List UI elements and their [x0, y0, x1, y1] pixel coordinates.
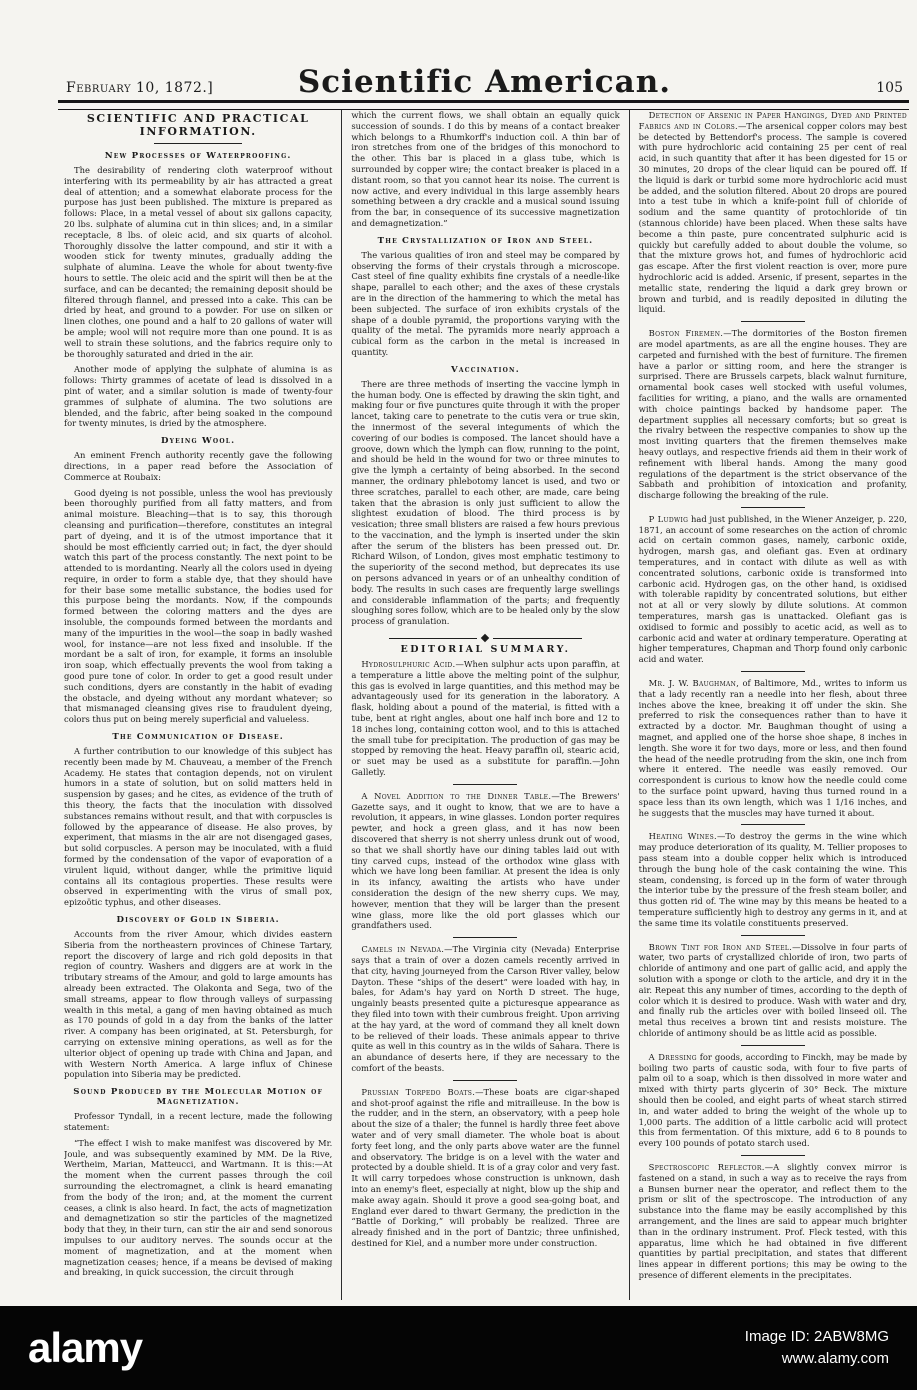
- divider-rule: [741, 671, 805, 672]
- divider-rule: [741, 507, 805, 508]
- section-heading: Dyeing Wool.: [160, 436, 236, 447]
- masthead-title: Scientific American.: [297, 64, 672, 100]
- item-text: —Dissolve in four parts of water, two parts of crystallized chloride of iron, two parts of chloride of antimony and one part of gallic acid, and apply the solution with a sponge or cloth to the article, and dry it in the air. Repeat this any number of times, according to the depth of color which it is desired to produce. Wash with water and dry, and finally rub the articles over with boiled linseed oil. The metal thus receives a brown tint and resists moisture. The chloride of antimony should be as little acid as possible.: [638, 941, 907, 1038]
- ornament-line: [493, 638, 582, 639]
- ornament-line: [389, 638, 478, 639]
- editorial-item: [639, 1052, 907, 1149]
- section-heading: Discovery of Gold in Siberia.: [116, 915, 280, 925]
- column-title: SCIENTIFIC AND PRACTICAL INFORMATION.: [86, 112, 310, 138]
- header-double-rule: [58, 100, 909, 110]
- item-text: —To destroy the germs in the wine which may produce deterioration of its quality, M. Tellier proposes to pass steam into a double copper helix which is introduced through the bung hole of the cask containing the wine. This steam, condensing, is forced up in the form of water through the interior tube by the pressure of the fresh steam boiler, and thus gotten rid of. The wine may by this means be heated to a temperature sufficiently high to destroy any germs in it, and at the same time its volatile constituents preserved.: [638, 831, 907, 928]
- divider-rule: [741, 321, 805, 322]
- item-text: for goods, according to Finckh, may be made by boiling two parts of caustic soda, with four to five parts of palm oil to a soap, which is then dissolved in more water and mixed with thirty parts glycerin of 30° Beck. The mixture should then be cooled, and eight parts of wheat starch stirred in, and water added to bring the weight of the whole up to 1,000 parts. The addition of a little carbolic acid will protect this from fermentation. Of this mixture, add 6 to 8 pounds to every 100 pounds of potato starch used.: [638, 1051, 907, 1149]
- item-text: —The arsenical copper colors may best be detected by Bettendorf's process. The sample is covered with pure hydrochloric acid containing 25 per cent of real acid, in such quantity that after it has been digested for 15 or 30 minutes, 20 drops of the clear liquid can be poured off. If the liquid is dark or turbid some more hydrochloric acid must be added, and the solution filtered. About 20 drops are poured into a test tube in which a knife-point full of chloride of sodium and the same quantity of protochloride of tin (stannous chloride) have been placed. When these salts have become a thin paste, pure concentrated sulphuric acid is quickly but carefully added to about double the volume, so that the mixture grows hot, and fumes of hydrochloric acid gas escape. After the first violent reaction is over, more pure hydrochloric acid is added. Arsenic, if present, separtes in the metallic state, rendering the liquid a dark grey brown or brown and turbid, and is readily deposited in diluting the liquid.: [638, 120, 907, 315]
- image-id: Image ID: 2ABW8MG: [744, 1328, 889, 1345]
- section-heading: Vaccination.: [451, 364, 520, 375]
- paragraph: Professor Tyndall, in a recent lecture, made the following statement:: [64, 1111, 333, 1132]
- item-text: —These boats are cigar-shaped and shot-proof against the rifle and mitrailleuse. In the bow is the rudder, and in the stern, an observatory, with a peep hole about the size of a thaler; the funnel is hardly three feet above water and of very small diameter. The whole boat is about forty feet long, and the only parts above water are the funnel and observatory. The bridge is on a level with the water and protected by a double shield. It is of a gray color and very fast. It will carry torpedoes whose construction is unknown, dash into an enemy's fleet, especially at night, blow up the ship and make away again. Should it prove a good sea-going boat, and England ever dared to thwart Germany, the prediction in the “Battle of Dorking,” will probably be realized. Three are already finished and in the port of Dantzic; three unfinished, destined for Kiel, and a number more under construction.: [351, 1086, 620, 1248]
- item-text: had just published, in the Wiener Anzeiger, p. 220, 1871, an account of some researches on the action of chromic acid on certain common gases, namely, carbonic oxide, hydrogen, marsh gas, and olefiant gas. Even at ordinary temperatures, and in contact with dilute as well as with concentrated solutions, carbonic oxide is transformed into carbonic acid. Hydrogen gas, on the other hand, is oxidised with tolerable rapidity by concentrated solutions, but either not at all or very slowly by dilute solutions. At common temperatures, marsh gas is unattacked. Olefiant gas is oxidised to formic and possibly to acetic acid, as well as to carbonic acid and water at ordinary temperature. Operating at higher temperatures, Chapman and Thorp found only carbonic acid and water.: [638, 513, 907, 665]
- item-lead: Hydrosulphuric Acid.: [361, 659, 456, 670]
- editorial-item: [639, 942, 907, 1039]
- diamond-ornament: [481, 634, 489, 642]
- editorial-item: [639, 514, 907, 665]
- editorial-item: [639, 678, 907, 818]
- page-header: [64, 50, 905, 98]
- editorial-item: [351, 791, 619, 931]
- editorial-item: [351, 659, 619, 778]
- section-heading: New Processes of Waterproofing.: [104, 151, 292, 161]
- item-lead: P Ludwig: [648, 513, 689, 524]
- item-lead: Boston Firemen.: [648, 328, 724, 339]
- editorial-item: [639, 110, 907, 315]
- divider-rule: [453, 784, 517, 785]
- item-text: —A slightly convex mirror is fastened on a stand, in such a way as to receive the rays from a Bunsen burner near the operator, and reflect them to the prism or slit of the spectroscope. The introduction of any substance into the flame may be easily accomplished by this arrangement, and the lines are said to appear much brighter than in the ordinary instrument. Prof. Fleck tested, with this apparatus, lime which he had obtained in five different quantities by partial precipitation, and states that different lines appear in different portions; this may be owing to the presence of different elements in the precipitates.: [638, 1161, 907, 1280]
- editorial-item: [351, 1087, 619, 1249]
- paragraph: There are three methods of inserting the vaccine lymph in the human body. One is effected by drawing the skin tight, and making four or five punctures quite through it with the proper lancet, taking care to penetrate to the cutis vera or true skin, the innermost of the several integuments of which the covering of our bodies is composed. The lancet should have a groove, down which the lymph can flow, running to the point, and should be held in the wound for two or three minutes to give the lymph a certainty of being absorbed. In the second manner, the ordinary phlebotomy lancet is used, and two or three scratches, parallel to each other, are made, care being taken that the abrasion is only just sufficient to allow the slightest exudation of blood. The third process is by vesication; three small blisters are raised a few hours previous to the vaccination, and the lymph is inserted under the skin after the serum of the blisters has been pressed out. Dr. Richard Wilson, of London, gives most emphatic testimony to the superiority of the second method, but deprecates its use on persons advanced in years or of an unhealthy condition of body. The results in such cases are frequently large swellings and considerable inflammation of the parts; and frequently sloughing sores follow, which are to be healed only by the slow process of granulation.: [351, 378, 620, 627]
- item-lead: Camels in Nevada.: [361, 944, 445, 955]
- paragraph: “The effect I wish to make manifest was discovered by Mr. Joule, and was subsequently examined by MM. De la Rive, Wertheim, Marian, Matteucci, and Wartmann. It is this:—At the moment when the current passes through the coil surrounding the electromagnet, a clink is heard emanating from the body of the iron; and, at the moment the current ceases, a clink is also heard. In fact, the acts of magnetization and demagnetization so stir the particles of the magnetized body that they, in their turn, can stir the air and send sonorous impulses to our auditory nerves. The sounds occur at the moment of magnetization, and at the moment when magnetization ceases; hence, if a means be devised of making and breaking, in quick succession, the circuit through: [64, 1137, 333, 1278]
- editorial-item: [639, 1162, 907, 1281]
- paragraph: which the current flows, we shall obtain an equally quick succession of sounds. I do this by means of a contact breaker which belongs to a Rhumkorff's induction coil. A thin bar of iron stretches from one of the bridges of this monochord to the other. This bar is placed in a glass tube, which is surrounded by copper wire; the contact breaker is placed in a distant room, so that you cannot hear its noise. The current is now active, and every individual in this large assembly hears something between a dry crackle and a musical sound issuing from the bar, in consequence of its successive magnetization and demagnetization.”: [351, 110, 620, 228]
- item-lead: Brown Tint for Iron and Steel.: [648, 941, 793, 952]
- right-column: [630, 110, 907, 1300]
- item-text: —The Virginia city (Nevada) Enterprise says that a train of over a dozen camels recently arrived in that city, having journeyed from the Carson River valley, below Dayton. These “ships of the desert” were loaded with hay, in bales, for Adam's hay yard on North D street. The huge, ungainly beasts presented quite a picturesque appearance as they filed into town with their cumbrous freight. Upon arriving at the hay yard, at the word of command they all knelt down to be relieved of their loads. These animals appear to thrive quite as well in this country as in the wilds of Sahara. There is an abundance of deserts here, if they are necessary to the comfort of the beasts.: [351, 944, 620, 1073]
- divider-rule: [453, 937, 517, 938]
- watermark-meta: [745, 1326, 889, 1370]
- section-heading: EDITORIAL SUMMARY.: [400, 644, 571, 656]
- item-lead: Prussian Torpedo Boats.: [361, 1086, 476, 1097]
- page-number: 105: [876, 80, 903, 96]
- item-lead: Spectroscopic Reflector.: [648, 1161, 765, 1172]
- paragraph: Another mode of applying the sulphate of alumina is as follows: Thirty grammes of acetate of lead is dissolved in a pint of water, and a similar solution is made of twenty-four grammes of sulphate of alumina. The two solutions are blended, and the fabric, after being soaked in the compound for twenty minutes, is dried by the atmosphere.: [64, 364, 333, 429]
- item-text: —The Brewers' Gazette says, and it ought to know, that we are to have a revolution, it appears, in wine glasses. London porter requires pewter, and hock a green glass, and it has now been discovered that sherry is not sherry unless drunk out of wood, so that we shall shortly have our dining tables laid out with tiny carved cups, instead of the orthodox wine glass with which we have long been familiar. At present the idea is only in its infancy, awaiting the artists who have under consideration the design of the new sherry cups. We may, however, mention that they will be larger than the present wine glass, more like the old port glasses which our grandfathers used.: [351, 790, 620, 931]
- item-lead: A Dressing: [648, 1051, 697, 1062]
- paragraph: An eminent French authority recently gave the following directions, in a paper read before the Association of Commerce at Roubaix:: [64, 450, 333, 482]
- divider-rule: [741, 1045, 805, 1046]
- ornament-divider: [389, 635, 582, 641]
- item-text: —When sulphur acts upon paraffin, at a temperature a little above the melting point of the sulphur, this gas is evolved in large quantities, and this method may be advantageously used for its generation in the laboratory. A flask, holding about a pound of the material, is fitted with a tube, bent at right angles, about one half inch bore and 12 to 18 inches long, containing cotton wool, and to this is attached the small tube for precipitation. The production of gas may be stopped by removing the heat. Heavy paraffin oil, stearic acid, or suet may be used as a substitute for paraffin.—John Galletly.: [351, 659, 620, 778]
- editorial-item: [351, 944, 619, 1074]
- divider-rule: [154, 143, 242, 144]
- section-heading: The Communication of Disease.: [112, 732, 284, 743]
- paragraph: Accounts from the river Amour, which divides eastern Siberia from the northeastern provinces of Chinese Tartary, report the discovery of large and rich gold deposits in that region of country. Washers and diggers are at work in the tributary streams of the Amour, and gold to large amounts has already been extracted. The Olakonta and Sega, two of the small streams, appear to flow through valleys of surpassing wealth in this metal, a gang of men having obtained as much as 170 pounds of gold in a day from the banks of the latter river. A company has been originated, at St. Petersburgh, for carrying on extensive mining operations, as well as for the ulterior object of opening up trade with China and Japan, and with Western North America. A large influx of Chinese population into Siberia may be predicted.: [64, 929, 333, 1080]
- editorial-item: [639, 831, 907, 928]
- item-text: of Baltimore, Md., writes to inform us that a lady recently ran a needle into her flesh, about three inches above the knee, breaking it off under the skin. She preferred to risk the consequences rather than to have it extracted by a doctor. Mr. Baughman thought of using a magnet, and applied one of the horse shoe shape, 8 inches in length. She wore it for two days, more or less, and then found the head of the needle protruding from the skin, one inch from where it entered. The needle was easily removed. Our correspondent is curious to know how the needle could come to the surface point upward, having thus turned round in a space less than its own length, which was 1 1/16 inches, and he suggests that the muscles may have turned it about.: [638, 678, 907, 818]
- section-heading: The Crystallization of Iron and Steel.: [377, 235, 594, 246]
- divider-rule: [453, 1080, 517, 1081]
- paragraph: The various qualities of iron and steel may be compared by observing the forms of their crystals through a microscope. Cast steel of fine quality exhibits fine crystals of a needle-like shape, parallel to each other; and the axes of these crystals are in the direction of the hammering to which the metal has been subjected. The surface of iron exhibits crystals of the shape of a double pyramid, the proportions varying with the quality of the metal. The pyramids more nearly approach a cubical form as the carbon in the metal is increased in quantity.: [351, 249, 620, 357]
- paragraph: A further contribution to our knowledge of this subject has recently been made by M. Chauveau, a member of the French Academy. He states that contagion depends, not on virulent humors in a state of solution, but on solid matters held in suspension by gases; and he cites, as evidence of the truth of this theory, the facts that the inoculation with dissolved substances remains without result, and that with corpuscles is followed by the appearance of disease. He also proves, by experiment, that miasms in the air are not disengaged gases, but solid corpuscles. A person may be inoculated, with a fluid formed by the condensation of the vapor of evaporation of a virulent liquid, without danger, while the primitive liquid contains all its contagious properties. These results were observed in experimenting with the virus of small pox, epizoötic typhus, and other diseases.: [64, 746, 333, 908]
- item-lead: Heating Wines.: [648, 831, 717, 842]
- alamy-watermark-bar: [0, 1306, 917, 1390]
- item-lead: Mr. J. W. Baughman,: [648, 678, 740, 689]
- alamy-logo: alamy: [28, 1324, 143, 1371]
- item-lead: Detection of Arsenic in Paper Hangings, Dyed and Printed Fabrics and in Colors.: [638, 110, 907, 131]
- issue-date: February 10, 1872.]: [66, 80, 214, 96]
- divider-rule: [741, 935, 805, 936]
- item-text: —The dormitories of the Boston firemen are model apartments, as are all the engine houses. They are carpeted and furnished with the best of furniture. The firemen have a parlor or sitting room, and here the stranger is surprised. There are Brussels carpets, black walnut furniture, ornamental book cases well stocked with useful volumes, facilities for writing, a piano, and the walls are ornamented with choice paintings backed by handsome paper. The department supplies all necessary comforts; but so great is the rivalry between the respective companies to show up the most inviting quarters that the firemen themselves make heavy outlays, and respective friends aid them in their work of refinement with liberal hands. Among the many good regulations of the department is the strict observance of the Sabbath and prohibition of intoxication and profanity, discharge following the breaking of the rule.: [638, 328, 907, 501]
- section-heading: Sound Produced by the Molecular Motion of Magnetization.: [73, 1087, 324, 1108]
- item-lead: A Novel Addition to the Dinner Table.: [361, 790, 552, 801]
- middle-column: [341, 110, 629, 1300]
- left-column: [64, 110, 341, 1300]
- divider-rule: [741, 1155, 805, 1156]
- alamy-url: www.alamy.com: [781, 1350, 889, 1367]
- paragraph: The desirability of rendering cloth waterproof without interfering with its permeability by air has attracted a great deal of attention; and a somewhat elaborate process for the purpose has just been published. The mixture is prepared as follows: Place, in a metal vessel of about six gallons capacity, 20 lbs. sulphate of alumina cut in thin slices; and, in a similar receptacle, 8 lbs. of oleic acid, and six quarts of alcohol. Thoroughly dissolve the latter compound, and stir it with a wooden stick for twenty minutes, gradually adding the sulphate of alumina. Leave the whole for about twenty-five hours to settle. The oleic acid and the spirit will then be at the surface, and can be decanted; the remaining deposit should be filtered through flannel, and pressed into a cake. This can be dried by heat, and ground to a powder. For use on silken or linen clothes, one pound and a half to 20 gallons of water will be ample; wool will not require more than one pound. It is as well to strain these solutions, and the fabrics require only to be thoroughly saturated and dried in the air.: [64, 165, 333, 359]
- paragraph: Good dyeing is not possible, unless the wool has previously been thoroughly purified from all fatty matters, and from animal moisture. Bleaching—that is to say, this thorough cleansing and purification—therefore, constitutes an integral part of dyeing, and it is of the utmost importance that it should be most efficiently carried out; in fact, the dyer should watch this part of the process constantly. The next point to be attended to is mordanting. Nearly all the colors used in dyeing require, in order to form a stable dye, that they should have for their base some metallic substance, the bodies used for this purpose being the mordants. Now, if the compounds formed between the coloring matters and the dyes are insoluble, the compounds formed between the mordants and many of the impurities in the wool—the soap in badly washed wool, for instance—are not less fixed and insoluble. If the mordant be a salt of iron, for example, it forms an insoluble iron soap, which effectually prevents the wool from taking a good pure tone of color. In order to get a good result under such conditions, dyers are constantly in the habit of evading the obstacle, and dyeing without any mordant whatever; so that mismanaged cleansing gives rise to fraudulent dyeing, colors thus put on being merely superficial and valueless.: [64, 487, 333, 725]
- divider-rule: [741, 824, 805, 825]
- editorial-item: [639, 328, 907, 501]
- article-content: [64, 110, 907, 1300]
